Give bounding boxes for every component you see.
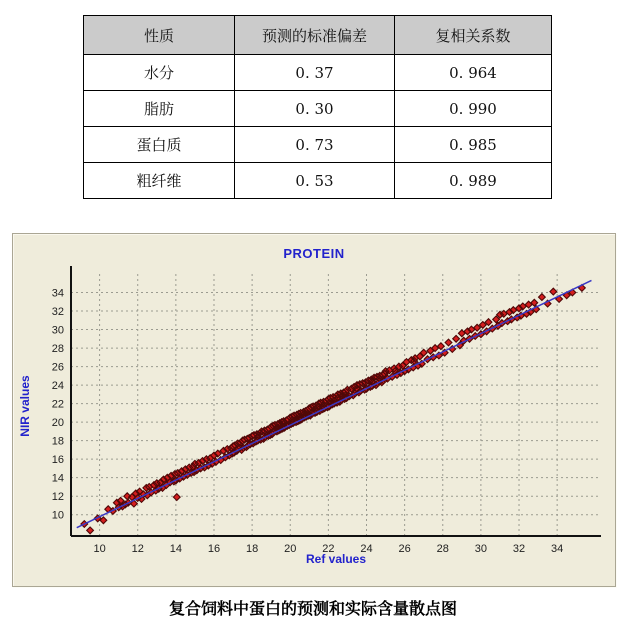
svg-text:18: 18 [245, 543, 259, 555]
cell-sep: 0. 53 [235, 163, 395, 199]
x-axis-label: Ref values [305, 552, 367, 566]
table-header-row [84, 16, 552, 55]
svg-text:28: 28 [51, 343, 64, 356]
table-row-protein [84, 127, 552, 163]
cell-r2: 0. 990 [395, 91, 552, 127]
svg-text:32: 32 [51, 306, 64, 319]
svg-text:14: 14 [169, 543, 182, 555]
cell-r2: 0. 989 [395, 163, 552, 199]
y-axis-label: NIR values [18, 375, 32, 437]
svg-text:34: 34 [551, 543, 564, 555]
cell-r2: 0. 985 [395, 127, 552, 163]
chart-caption: 复合饲料中蛋白的预测和实际含量散点图 [168, 601, 457, 618]
svg-text:18: 18 [51, 435, 64, 448]
table-row-moisture [84, 55, 552, 91]
header-cell-r2: 复相关系数 [395, 16, 552, 55]
svg-text:20: 20 [51, 417, 64, 430]
svg-text:26: 26 [398, 543, 411, 555]
svg-text:30: 30 [51, 324, 64, 337]
scatter-plot [13, 234, 615, 586]
svg-text:32: 32 [512, 543, 526, 555]
chart-panel [12, 233, 616, 587]
cell-sep: 0. 73 [235, 127, 395, 163]
svg-text:16: 16 [51, 454, 64, 467]
cell-property: 水分 [84, 55, 235, 91]
chart-title: PROTEIN [283, 246, 345, 261]
results-table-wrapper [83, 15, 552, 199]
svg-text:28: 28 [436, 543, 449, 555]
cell-r2: 0. 964 [395, 55, 552, 91]
cell-property: 蛋白质 [84, 127, 235, 163]
cell-sep: 0. 37 [235, 55, 395, 91]
svg-text:16: 16 [207, 543, 221, 555]
svg-text:26: 26 [51, 361, 64, 374]
cell-property: 粗纤维 [84, 163, 235, 199]
svg-text:10: 10 [51, 509, 64, 522]
header-cell-property: 性质 [84, 16, 235, 55]
svg-text:12: 12 [131, 543, 144, 555]
svg-text:24: 24 [51, 380, 64, 393]
svg-text:14: 14 [51, 472, 64, 485]
svg-text:22: 22 [51, 398, 64, 411]
table-row-fat [84, 91, 552, 127]
svg-text:10: 10 [93, 543, 106, 555]
svg-text:24: 24 [360, 543, 373, 555]
svg-text:12: 12 [51, 491, 64, 504]
svg-text:22: 22 [322, 543, 335, 555]
cell-sep: 0. 30 [235, 91, 395, 127]
header-cell-sep: 预测的标准偏差 [235, 16, 395, 55]
table-row-fiber [84, 163, 552, 199]
cell-property: 脂肪 [84, 91, 235, 127]
svg-text:30: 30 [474, 543, 488, 555]
results-table [83, 15, 552, 199]
svg-text:34: 34 [51, 287, 64, 300]
svg-text:20: 20 [284, 543, 297, 555]
